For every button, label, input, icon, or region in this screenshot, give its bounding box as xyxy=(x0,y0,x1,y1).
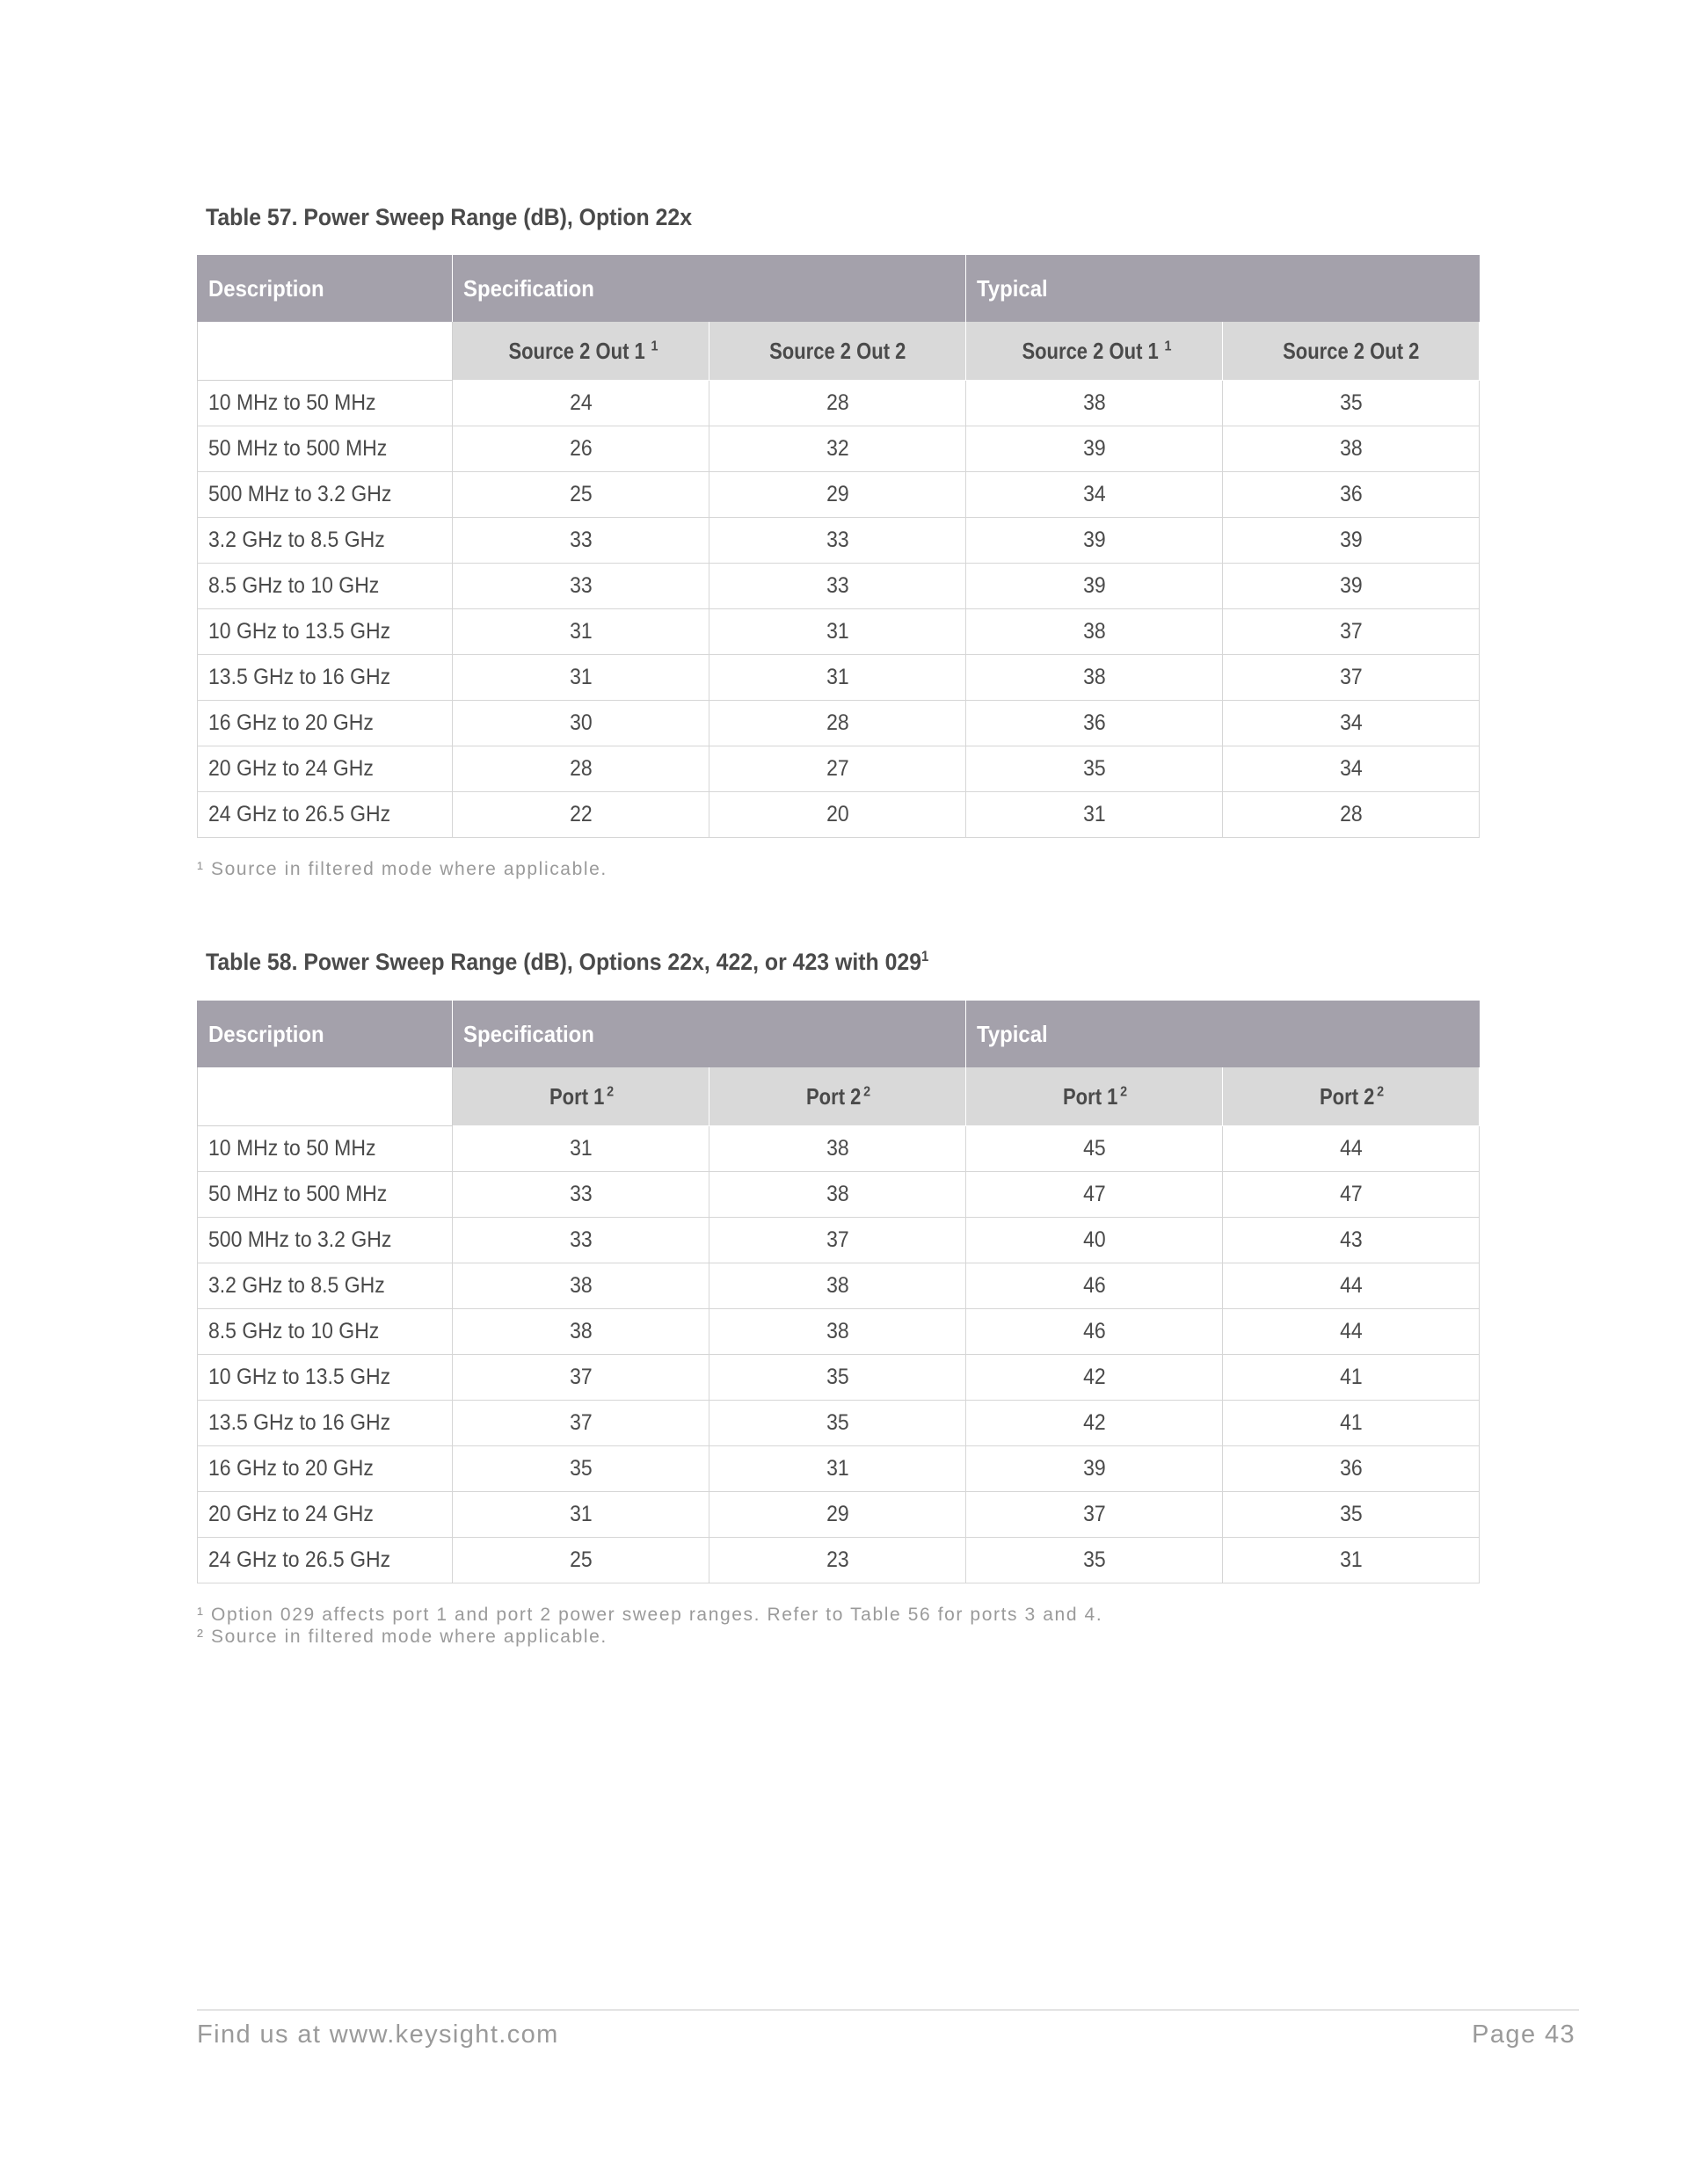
value-cell: 31 xyxy=(453,609,709,655)
value-cell: 23 xyxy=(709,1538,966,1583)
value-cell: 31 xyxy=(453,1492,709,1538)
value-cell: 28 xyxy=(709,701,966,746)
value-cell: 38 xyxy=(709,1309,966,1355)
row-description-cell: 8.5 GHz to 10 GHz xyxy=(198,564,453,609)
value-cell: 45 xyxy=(966,1126,1223,1172)
col-header-typical: Typical xyxy=(966,1001,1480,1067)
value-cell: 31 xyxy=(453,655,709,701)
col-header-specification: Specification xyxy=(453,255,966,322)
value-cell: 39 xyxy=(966,1446,1223,1492)
row-description-cell: 10 MHz to 50 MHz xyxy=(198,381,453,426)
col-header-typical: Typical xyxy=(966,255,1480,322)
sub-header-cell: Source 2 Out 2 xyxy=(709,322,966,381)
row-description-cell: 10 GHz to 13.5 GHz xyxy=(198,609,453,655)
value-cell: 42 xyxy=(966,1401,1223,1446)
value-cell: 31 xyxy=(709,609,966,655)
value-cell: 46 xyxy=(966,1309,1223,1355)
row-description-cell: 24 GHz to 26.5 GHz xyxy=(198,792,453,838)
value-cell: 24 xyxy=(453,381,709,426)
row-description-cell: 13.5 GHz to 16 GHz xyxy=(198,1401,453,1446)
table-row xyxy=(198,746,1480,792)
value-cell: 20 xyxy=(709,792,966,838)
value-cell: 37 xyxy=(709,1218,966,1263)
row-description-cell: 3.2 GHz to 8.5 GHz xyxy=(198,1263,453,1309)
col-header-specification: Specification xyxy=(453,1001,966,1067)
table-row xyxy=(198,609,1480,655)
value-cell: 33 xyxy=(453,1218,709,1263)
value-cell: 34 xyxy=(1223,746,1480,792)
row-description-cell: 10 MHz to 50 MHz xyxy=(198,1126,453,1172)
sub-header-cell: Port 2 $^2$ xyxy=(1223,1067,1480,1126)
value-cell: 37 xyxy=(453,1355,709,1401)
row-description-cell: 10 GHz to 13.5 GHz xyxy=(198,1355,453,1401)
value-cell: 44 xyxy=(1223,1263,1480,1309)
page-number: Page 43 xyxy=(1472,2020,1575,2049)
value-cell: 42 xyxy=(966,1355,1223,1401)
table-58-footnote-2: ² Source in filtered mode where applicable. xyxy=(197,1627,608,1647)
value-cell: 25 xyxy=(453,472,709,518)
table-sub-header-row xyxy=(198,322,1480,381)
value-cell: 41 xyxy=(1223,1355,1480,1401)
value-cell: 38 xyxy=(966,609,1223,655)
value-cell: 31 xyxy=(1223,1538,1480,1583)
value-cell: 31 xyxy=(453,1126,709,1172)
value-cell: 31 xyxy=(966,792,1223,838)
table-group-header-row xyxy=(198,1001,1480,1067)
value-cell: 38 xyxy=(1223,426,1480,472)
value-cell: 38 xyxy=(453,1263,709,1309)
value-cell: 37 xyxy=(966,1492,1223,1538)
value-cell: 39 xyxy=(966,564,1223,609)
value-cell: 44 xyxy=(1223,1309,1480,1355)
value-cell: 32 xyxy=(709,426,966,472)
value-cell: 37 xyxy=(1223,655,1480,701)
value-cell: 35 xyxy=(709,1401,966,1446)
value-cell: 26 xyxy=(453,426,709,472)
row-description-cell: 20 GHz to 24 GHz xyxy=(198,746,453,792)
value-cell: 38 xyxy=(709,1172,966,1218)
value-cell: 44 xyxy=(1223,1126,1480,1172)
table-row xyxy=(198,426,1480,472)
table-row xyxy=(198,381,1480,426)
value-cell: 37 xyxy=(453,1401,709,1446)
table-57-title: Table 57. Power Sweep Range (dB), Option 22x xyxy=(206,204,693,230)
value-cell: 31 xyxy=(709,1446,966,1492)
value-cell: 33 xyxy=(453,564,709,609)
row-description-cell: 500 MHz to 3.2 GHz xyxy=(198,1218,453,1263)
value-cell: 36 xyxy=(1223,472,1480,518)
value-cell: 41 xyxy=(1223,1401,1480,1446)
col-header-description: Description xyxy=(198,1001,453,1067)
row-description-cell: 20 GHz to 24 GHz xyxy=(198,1492,453,1538)
value-cell: 31 xyxy=(709,655,966,701)
value-cell: 22 xyxy=(453,792,709,838)
value-cell: 40 xyxy=(966,1218,1223,1263)
table-57 xyxy=(197,255,1480,838)
value-cell: 39 xyxy=(1223,564,1480,609)
table-row xyxy=(198,1126,1480,1172)
value-cell: 38 xyxy=(966,655,1223,701)
sub-header-blank xyxy=(198,322,453,381)
value-cell: 33 xyxy=(453,518,709,564)
value-cell: 38 xyxy=(453,1309,709,1355)
value-cell: 28 xyxy=(1223,792,1480,838)
value-cell: 47 xyxy=(966,1172,1223,1218)
value-cell: 47 xyxy=(1223,1172,1480,1218)
value-cell: 38 xyxy=(709,1126,966,1172)
value-cell: 29 xyxy=(709,472,966,518)
value-cell: 35 xyxy=(966,1538,1223,1583)
row-description-cell: 50 MHz to 500 MHz xyxy=(198,1172,453,1218)
row-description-cell: 24 GHz to 26.5 GHz xyxy=(198,1538,453,1583)
row-description-cell: 16 GHz to 20 GHz xyxy=(198,701,453,746)
value-cell: 39 xyxy=(1223,518,1480,564)
row-description-cell: 50 MHz to 500 MHz xyxy=(198,426,453,472)
value-cell: 35 xyxy=(1223,381,1480,426)
value-cell: 34 xyxy=(966,472,1223,518)
value-cell: 39 xyxy=(966,426,1223,472)
table-row xyxy=(198,1309,1480,1355)
table-row xyxy=(198,1401,1480,1446)
table-58-footnote-1: ¹ Option 029 affects port 1 and port 2 power sweep ranges. Refer to Table 56 for ports 3 and 4. xyxy=(197,1605,1103,1625)
value-cell: 35 xyxy=(709,1355,966,1401)
value-cell: 38 xyxy=(709,1263,966,1309)
value-cell: 35 xyxy=(453,1446,709,1492)
value-cell: 33 xyxy=(709,564,966,609)
value-cell: 35 xyxy=(1223,1492,1480,1538)
sub-header-cell: Source 2 Out 1 $^1$ xyxy=(966,322,1223,381)
sub-header-cell: Source 2 Out 2 xyxy=(1223,322,1480,381)
table-row xyxy=(198,1172,1480,1218)
row-description-cell: 3.2 GHz to 8.5 GHz xyxy=(198,518,453,564)
table-57-footnote: ¹ Source in filtered mode where applicable. xyxy=(197,859,608,879)
table-row xyxy=(198,1492,1480,1538)
value-cell: 28 xyxy=(453,746,709,792)
col-header-description: Description xyxy=(198,255,453,322)
sub-header-cell: Source 2 Out 1 $^1$ xyxy=(453,322,709,381)
footer-divider xyxy=(197,2009,1579,2011)
value-cell: 39 xyxy=(966,518,1223,564)
row-description-cell: 500 MHz to 3.2 GHz xyxy=(198,472,453,518)
value-cell: 43 xyxy=(1223,1218,1480,1263)
value-cell: 46 xyxy=(966,1263,1223,1309)
table-row xyxy=(198,792,1480,838)
table-row xyxy=(198,472,1480,518)
table-58-title: Table 58. Power Sweep Range (dB), Options 22x, 422, or 423 with $029^1$ xyxy=(206,949,929,975)
table-row xyxy=(198,1355,1480,1401)
value-cell: 37 xyxy=(1223,609,1480,655)
table-58 xyxy=(197,1001,1480,1583)
value-cell: 28 xyxy=(709,381,966,426)
table-row xyxy=(198,1446,1480,1492)
value-cell: 30 xyxy=(453,701,709,746)
table-row xyxy=(198,564,1480,609)
footer-website-link[interactable]: Find us at www.keysight.com xyxy=(197,2020,559,2049)
sub-header-cell: Port 2 $^2$ xyxy=(709,1067,966,1126)
table-row xyxy=(198,1263,1480,1309)
row-description-cell: 16 GHz to 20 GHz xyxy=(198,1446,453,1492)
value-cell: 25 xyxy=(453,1538,709,1583)
sub-header-blank xyxy=(198,1067,453,1126)
value-cell: 36 xyxy=(1223,1446,1480,1492)
value-cell: 33 xyxy=(709,518,966,564)
value-cell: 34 xyxy=(1223,701,1480,746)
value-cell: 27 xyxy=(709,746,966,792)
sub-header-cell: Port 1 $^2$ xyxy=(453,1067,709,1126)
row-description-cell: 8.5 GHz to 10 GHz xyxy=(198,1309,453,1355)
table-row xyxy=(198,1218,1480,1263)
table-group-header-row xyxy=(198,255,1480,322)
value-cell: 29 xyxy=(709,1492,966,1538)
value-cell: 35 xyxy=(966,746,1223,792)
table-row xyxy=(198,655,1480,701)
row-description-cell: 13.5 GHz to 16 GHz xyxy=(198,655,453,701)
table-row xyxy=(198,701,1480,746)
sub-header-cell: Port 1 $^2$ xyxy=(966,1067,1223,1126)
value-cell: 38 xyxy=(966,381,1223,426)
table-row xyxy=(198,518,1480,564)
table-sub-header-row xyxy=(198,1067,1480,1126)
table-row xyxy=(198,1538,1480,1583)
value-cell: 36 xyxy=(966,701,1223,746)
value-cell: 33 xyxy=(453,1172,709,1218)
